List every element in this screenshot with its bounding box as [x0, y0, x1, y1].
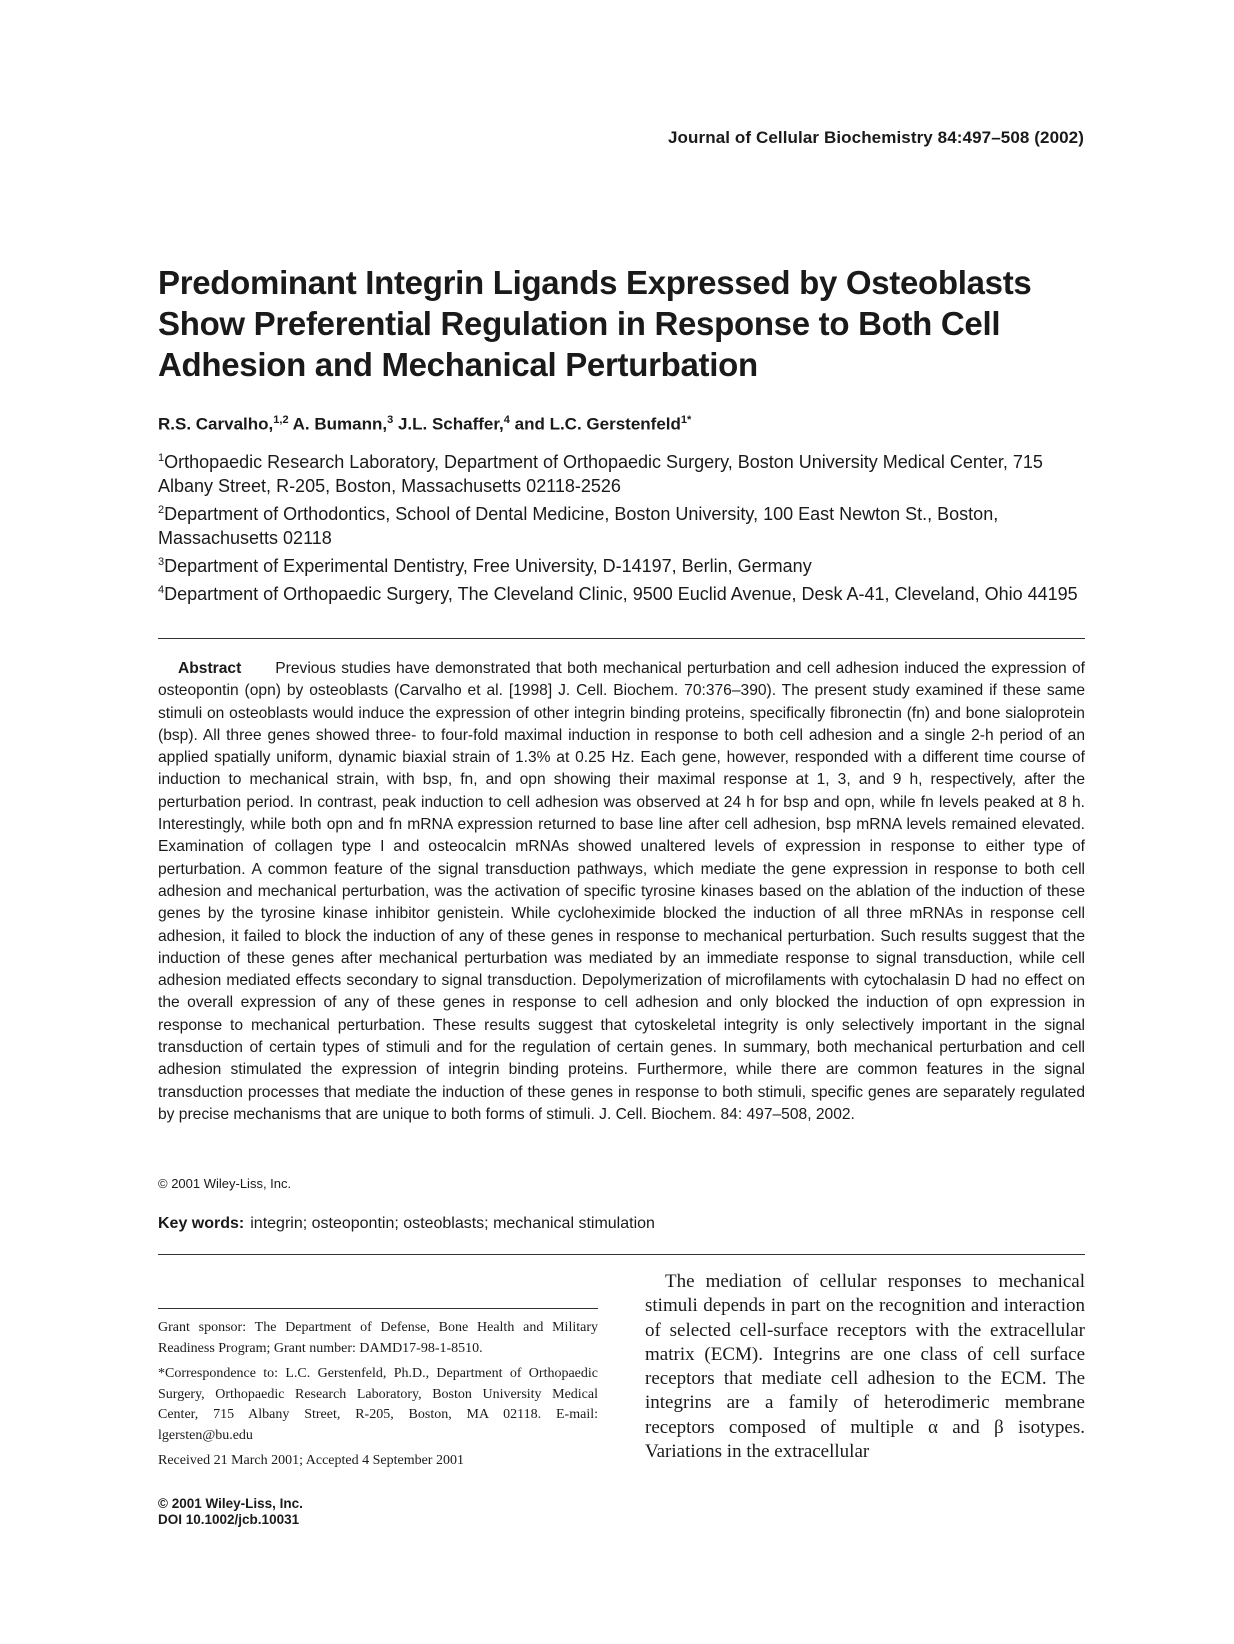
author-affil-mark: 3: [387, 414, 394, 426]
author-name: R.S. Carvalho,: [158, 414, 274, 434]
grant-sponsor-note: Grant sponsor: The Department of Defense, Bone Health and Military Readiness Program; Grant number: DAMD17-98-1-8510.: [158, 1320, 598, 1356]
affiliation-mark: 3: [158, 556, 165, 568]
affiliations: [158, 446, 1088, 606]
keywords-text: integrin; osteopontin; osteoblasts; mechanical stimulation: [250, 1215, 655, 1232]
copyright-doi: [158, 1496, 303, 1528]
author-name: A. Bumann,: [288, 414, 388, 434]
abstract-label: Abstract: [178, 660, 242, 677]
divider-bottom: [158, 1254, 1085, 1255]
abstract-text: Previous studies have demonstrated that both mechanical perturbation and cell adhesion induced the expression of osteopontin (opn) by osteoblasts (Carvalho et al. [1998] J. Cell. Biochem. 70:376–390). The present study examined if these same stimuli on osteoblasts would induce the expression of other integrin binding proteins, specifically fibronectin (fn) and bone sialoprotein (bsp). All three genes showed three- to four-fold maximal induction in response to both cell adhesion and a single 2-h period of an applied spatially uniform, dynamic biaxial strain of 1.3% at 0.25 Hz. Each gene, however, responded with a different time course of induction to mechanical strain, with bsp, fn, and opn showing their maximal response at 1, 3, and 9 h, respectively, after the perturbation period. In contrast, peak induction to cell adhesion was observed at 24 h for bsp and opn, while fn levels peaked at 8 h. Interestingly, while both opn and fn mRNA expression returned to base line after cell adhesion, bsp mRNA levels remained elevated. Examination of collagen type I and osteocalcin mRNAs showed unaltered levels of expression in response to either type of perturbation. A common feature of the signal transduction pathways, which mediate the gene expression in response to both cell adhesion and mechanical perturbation, was the activation of specific tyrosine kinases based on the ablation of the induction of these genes by the tyrosine kinase inhibitor genistein. While cycloheximide blocked the induction of all three mRNAs in response cell adhesion, it failed to block the induction of any of these genes in response to mechanical perturbation. Such results suggest that the induction of these genes after mechanical perturbation was mediated by an immediate response to signal transduction, while cell adhesion mediated effects secondary to signal transduction. Depolymerization of microfilaments with cytochalasin D had no effect on the overall expression of any of these genes in response to cell adhesion and only blocked the induction of opn expression in response to mechanical perturbation. These results suggest that cytoskeletal integrity is only selectively important in the signal transduction of certain types of stimuli and for the regulation of certain genes. In summary, both mechanical perturbation and cell adhesion stimulated the expression of integrin binding proteins. Furthermore, while there are common features in the signal transduction processes that mediate the induction of these genes in response to both stimuli, specific genes are separately regulated by precise mechanisms that are unique to both forms of stimuli. J. Cell. Biochem. 84: 497–508, 2002.: [158, 660, 1085, 1123]
affiliation-item: [158, 578, 1088, 606]
footnote-rule: [158, 1308, 598, 1309]
affiliation-item: [158, 550, 1088, 578]
copyright-line: © 2001 Wiley-Liss, Inc.: [158, 1496, 303, 1511]
body-paragraph: The mediation of cellular responses to mechanical stimuli depends in part on the recognition and interaction of selected cell-surface receptors with the extracellular matrix (ECM). Integrins are one class of cell surface receptors that mediate cell adhesion to the ECM. The integrins are a family of heterodimeric membrane receptors composed of multiple α and β isotypes. Variations in the extracellular: [645, 1271, 1085, 1463]
author-name: and L.C. Gerstenfeld: [509, 414, 681, 434]
affiliation-mark: 4: [158, 584, 165, 596]
keywords: [158, 1215, 655, 1233]
correspondence-note: *Correspondence to: L.C. Gerstenfeld, Ph.D., Department of Orthopaedic Surgery, Orthopaedic Research Laboratory, Boston University Medical Center, 715 Albany Street, R-205, Boston, MA 02118. E-mail: lgersten@bu.edu: [158, 1366, 598, 1443]
affiliation-item: [158, 498, 1088, 550]
affiliation-text: Department of Orthodontics, School of Dental Medicine, Boston University, 100 East Newton St., Boston, Massachusetts 02118: [158, 504, 999, 548]
paper-title: Predominant Integrin Ligands Expressed by Osteoblasts Show Preferential Regulation in Response to Both Cell Adhesion and Mechanical Perturbation: [158, 264, 1032, 383]
affiliation-mark: 1: [158, 452, 165, 464]
received-dates: Received 21 March 2001; Accepted 4 September 2001: [158, 1453, 464, 1468]
affiliation-text: Department of Orthopaedic Surgery, The Cleveland Clinic, 9500 Euclid Avenue, Desk A-41, Cleveland, Ohio 44195: [164, 584, 1078, 604]
doi-line: DOI 10.1002/jcb.10031: [158, 1512, 300, 1527]
footnotes: [158, 1318, 598, 1477]
divider-top: [158, 638, 1085, 639]
author-list: [158, 414, 691, 435]
keywords-label: Key words:: [158, 1215, 245, 1232]
author-affil-mark: 4: [503, 414, 510, 426]
affiliation-text: Orthopaedic Research Laboratory, Department of Orthopaedic Surgery, Boston University Medical Center, 715 Albany Street, R-205, Boston, Massachusetts 02118-2526: [158, 452, 1043, 496]
affiliation-item: [158, 446, 1088, 498]
author-name: J.L. Schaffer,: [393, 414, 504, 434]
author-affil-mark: 1*: [680, 414, 692, 426]
affiliation-text: Department of Experimental Dentistry, Free University, D-14197, Berlin, Germany: [164, 556, 812, 576]
affiliation-mark: 2: [158, 504, 165, 516]
journal-header: Journal of Cellular Biochemistry 84:497–508 (2002): [667, 128, 1084, 147]
abstract-copyright: © 2001 Wiley-Liss, Inc.: [158, 1176, 292, 1191]
author-affil-mark: 1,2: [273, 414, 289, 426]
abstract: [158, 658, 1085, 1126]
